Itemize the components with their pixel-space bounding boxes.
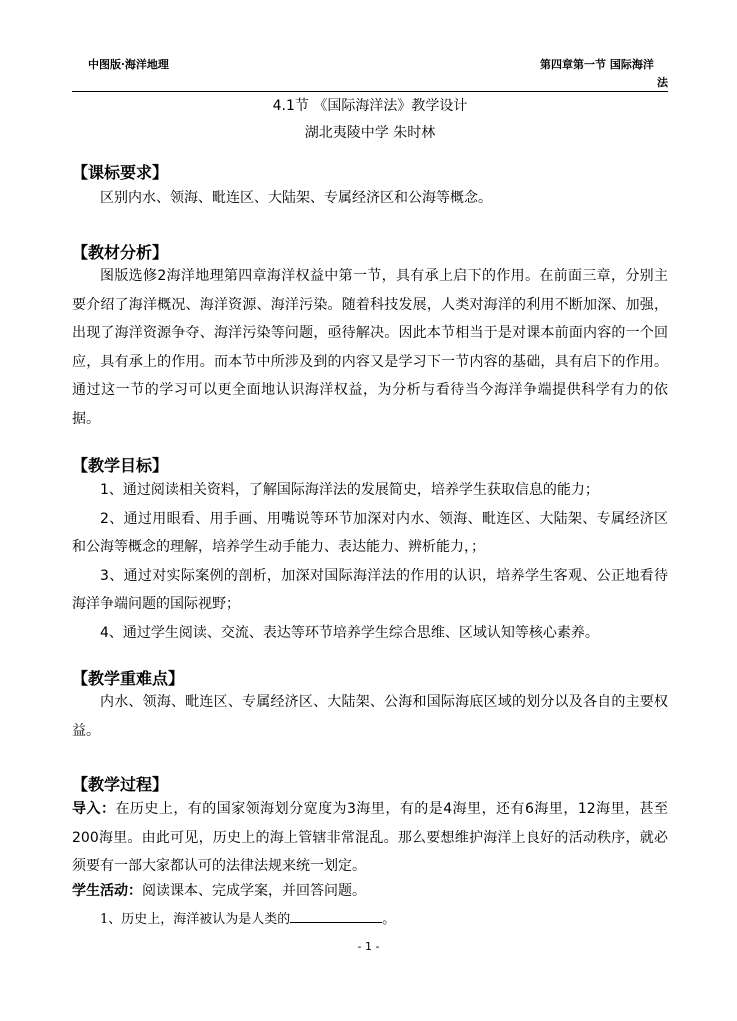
mubiao-item-3: 3、通过对实际案例的剖析，加深对国际海洋法的作用的认识，培养学生客观、公正地看待海洋争端问题的国际视野；	[72, 567, 668, 612]
header-rule	[72, 91, 668, 92]
heading-guocheng: 【教学过程】	[72, 775, 169, 794]
mubiao-item-4: 4、通过学生阅读、交流、表达等环节培养学生综合思维、区域认知等核心素养。	[100, 624, 599, 641]
heading-jiaocai: 【教材分析】	[72, 243, 169, 262]
header-right	[540, 56, 668, 92]
question-1-text: 1、历史上，海洋被认为是人类的	[100, 912, 291, 927]
header-left: 中图版·海洋地理	[88, 58, 169, 71]
document-author: 湖北夷陵中学 朱时林	[304, 125, 436, 141]
text-activity	[72, 877, 668, 906]
header-right-line1: 第四章第一节 国际海洋	[540, 58, 654, 71]
text-zhongdian: 内水、领海、毗连区、专属经济区、大陆架、公海和国际海底区域的划分以及各自的主要权益。	[72, 694, 668, 739]
page-number: - 1 -	[357, 940, 380, 953]
heading-kebiao: 【课标要求】	[72, 163, 169, 182]
activity-text: 阅读课本、完成学案，并回答问题。	[142, 883, 366, 899]
question-1	[100, 908, 395, 927]
mubiao-item-2: 2、通过用眼看、用手画、用嘴说等环节加深对内水、领海、毗连区、大陆架、专属经济区和公海等概念的理解，培养学生动手能力、表达能力、辨析能力，；	[72, 510, 668, 555]
text-kebiao: 区别内水、领海、毗连区、大陆架、专属经济区和公海等概念。	[100, 190, 492, 206]
question-1-blank	[290, 908, 382, 923]
intro-text: 在历史上，有的国家领海划分宽度为3海里，有的是4海里，还有6海里，12海里，甚至200海里。由此可见，历史上的海上管辖非常混乱。那么要想维护海洋上良好的活动秩序，就必须要有一部大家都认可的法律法规来统一划定。	[72, 801, 669, 874]
question-1-end: 。	[382, 912, 396, 927]
text-jiaocai: 图版选修2海洋地理第四章海洋权益中第一节，具有承上启下的作用。在前面三章，分别主要介绍了海洋概况、海洋资源、海洋污染。随着科技发展，人类对海洋的利用不断加深、加强，出现了海洋资源争夺、海洋污染等问题，亟待解决。因此本节相当于是对课本前面内容的一个回应，具有承上的作用。而本节中所涉及到的内容又是学习下一节内容的基础，具有启下的作用。通过这一节的学习可以更全面地认识海洋权益，为分析与看待当今海洋争端提供科学有力的依据。	[72, 268, 668, 427]
text-intro	[72, 795, 668, 881]
heading-mubiao: 【教学目标】	[72, 456, 169, 475]
list-mubiao	[72, 476, 668, 647]
document-title: 4.1节 《国际海洋法》教学设计	[272, 98, 468, 114]
intro-label: 导入：	[72, 801, 116, 817]
header-right-line2: 法	[657, 76, 668, 89]
mubiao-item-1: 1、通过阅读相关资料，了解国际海洋法的发展简史，培养学生获取信息的能力；	[100, 482, 599, 498]
activity-label: 学生活动：	[72, 883, 142, 899]
heading-zhongdian: 【教学重难点】	[72, 669, 185, 688]
